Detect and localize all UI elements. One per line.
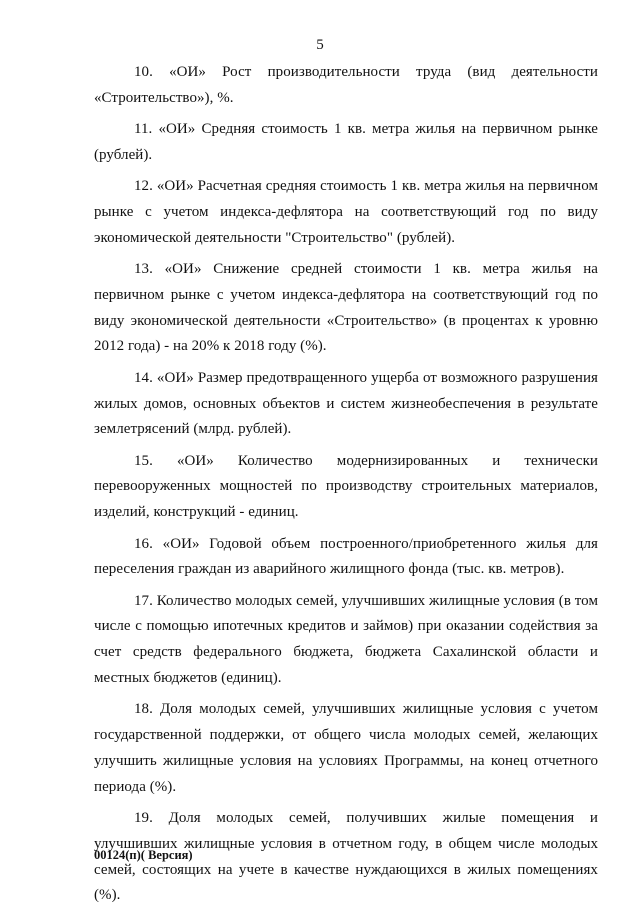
paragraph-14: 14. «ОИ» Размер предотвращенного ущерба от возможного разрушения жилых домов, основных объектов и систем жизнеобеспечения в результате землетрясений (млрд. рублей). — [94, 369, 598, 438]
paragraph-13: 13. «ОИ» Снижение средней стоимости 1 кв. метра жилья на первичном рынке с учетом индекса-дефлятора на соответствующий год по виду экономической деятельности «Строительство» (в процентах к уровню 2012 года) - на 20% к 2018 году (%). — [94, 261, 598, 355]
paragraph-17: 17. Количество молодых семей, улучшивших жилищные условия (в том числе с помощью ипотечных кредитов и займов) при оказании содействия за счет средств федерального бюджета, бюджета Сахалинской области и местных бюджетов (единиц). — [94, 592, 598, 687]
document-footer-code: 00124(п)( Версия) — [94, 848, 193, 862]
paragraph-15: 15. «ОИ» Количество модернизированных и технически перевооруженных мощностей по производству строительных материалов, изделий, конструкций - единиц. — [94, 452, 598, 521]
paragraph-18: 18. Доля молодых семей, улучшивших жилищные условия с учетом государственной поддержки, от общего числа молодых семей, желающих улучшить жилищные условия на условиях Программы, на конец отчетного периода (%). — [94, 701, 598, 795]
paragraph-11: 11. «ОИ» Средняя стоимость 1 кв. метра жилья на первичном рынке (рублей). — [94, 121, 598, 163]
paragraph-16: 16. «ОИ» Годовой объем построенного/приобретенного жилья для переселения граждан из аварийного жилищного фонда (тыс. кв. метров). — [94, 535, 598, 578]
paragraph-10: 10. «ОИ» Рост производительности труда (вид деятельности «Строительство»), %. — [94, 64, 598, 106]
document-body — [94, 60, 598, 915]
paragraph-12: 12. «ОИ» Расчетная средняя стоимость 1 кв. метра жилья на первичном рынке с учетом индекса-дефлятора на соответствующий год по виду экономической деятельности "Строительство" (рублей). — [94, 178, 598, 246]
paragraph-19: 19. Доля молодых семей, получивших жилые помещения и улучшивших жилищные условия в отчетном году, в общем числе молодых семей, состоящих на учете в качестве нуждающихся в жилых помещениях (%). — [94, 810, 598, 904]
page-number: 5 — [316, 37, 324, 53]
